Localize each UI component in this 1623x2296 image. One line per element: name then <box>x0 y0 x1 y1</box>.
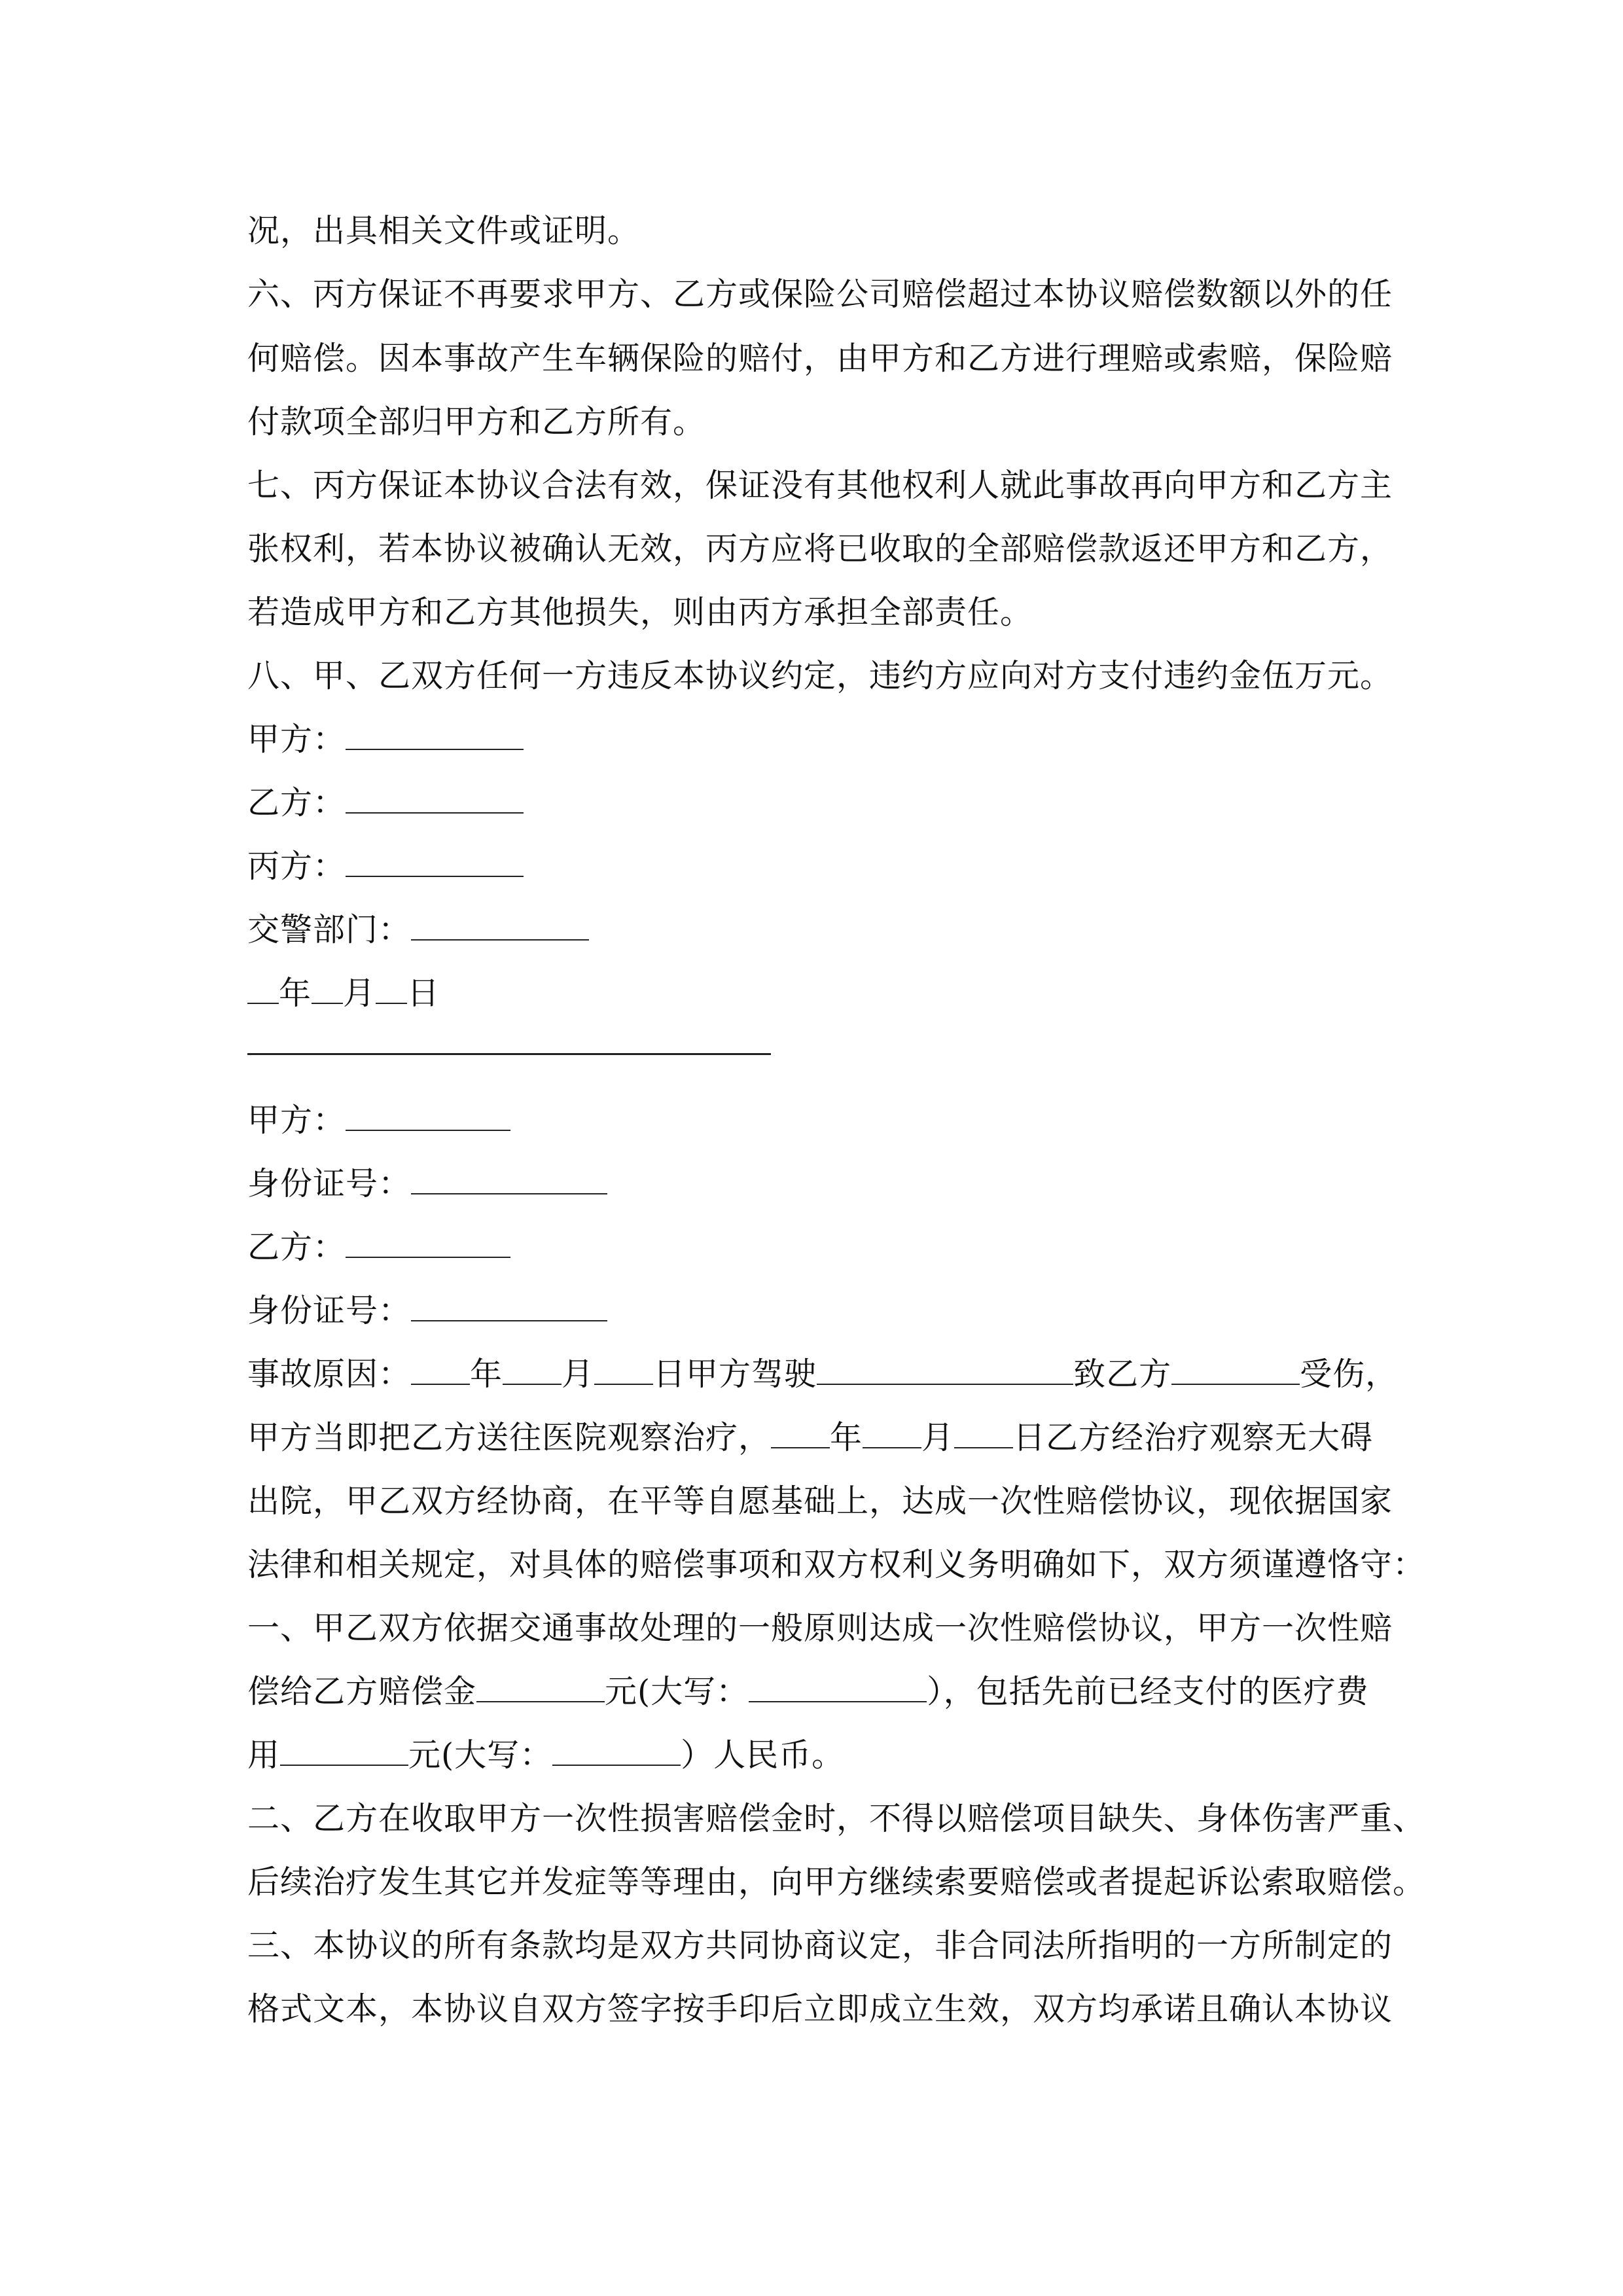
hospital-text: 甲方当即把乙方送往医院观察治疗， <box>247 1419 772 1456</box>
date-year-label: 年 <box>279 975 312 1012</box>
cause-day-field[interactable] <box>594 1357 653 1385</box>
cause-injured-label: 受伤， <box>1300 1355 1399 1393</box>
cause-label: 事故原因： <box>247 1355 412 1393</box>
clause-6-line-3: 付款项全部归甲方和乙方所有。 <box>247 403 706 440</box>
medical-fee-label: 用 <box>247 1736 281 1774</box>
id-b-row <box>247 1291 607 1331</box>
hospital-year-field[interactable] <box>771 1421 830 1448</box>
clause-3-line-1: 三、本协议的所有条款均是双方共同协商议定，非合同法所指明的一方所制定的 <box>247 1927 1393 1964</box>
date-day-label: 日 <box>407 975 440 1012</box>
currency-text: ）人民币。 <box>681 1736 845 1774</box>
vehicle-field[interactable] <box>817 1357 1073 1385</box>
id-a-row <box>247 1164 607 1204</box>
clause-7-line-3: 若造成甲方和乙方其他损失，则由丙方承担全部责任。 <box>247 594 1033 631</box>
id-b-field[interactable] <box>411 1294 607 1321</box>
id-a-label: 身份证号： <box>247 1165 412 1202</box>
sign-party-a-label: 甲方： <box>247 721 346 758</box>
medical-fee-caps-label: 元(大写： <box>408 1736 553 1774</box>
sign-party-b-field[interactable] <box>346 786 524 814</box>
hospital-month-field[interactable] <box>863 1421 921 1448</box>
hospital-result-text: 日乙方经治疗观察无大碍 <box>1013 1419 1374 1456</box>
second-party-b-field[interactable] <box>346 1230 510 1258</box>
clause-7-line-1: 七、丙方保证本协议合法有效，保证没有其他权利人就此事故再向甲方和乙方主 <box>247 467 1393 504</box>
id-b-label: 身份证号： <box>247 1292 412 1329</box>
second-party-a-row <box>247 1101 510 1140</box>
date-month-field[interactable] <box>312 977 343 1004</box>
medical-fee-text: ），包括先前已经支付的医疗费 <box>927 1673 1369 1710</box>
clause-1-line-3 <box>247 1736 844 1775</box>
date-day-field[interactable] <box>376 977 407 1004</box>
clause-7-line-2: 张权利，若本协议被确认无效，丙方应将已收取的全部赔偿款返还甲方和乙方， <box>247 530 1393 567</box>
clause-6-line-1: 六、丙方保证不再要求甲方、乙方或保险公司赔偿超过本协议赔偿数额以外的任 <box>247 276 1393 313</box>
cause-injury-label: 致乙方 <box>1073 1355 1172 1393</box>
sign-date-row <box>247 974 440 1013</box>
sign-police-row <box>247 910 589 950</box>
sign-party-b-row <box>247 783 524 823</box>
sign-party-c-row <box>247 847 524 886</box>
clause-3-line-2: 格式文本，本协议自双方签字按手印后立即成立生效，双方均承诺且确认本协议 <box>247 1990 1393 2028</box>
cause-line-2 <box>247 1418 1373 1458</box>
section-divider <box>247 1053 771 1055</box>
clause-2-line-1: 二、乙方在收取甲方一次性损害赔偿金时，不得以赔偿项目缺失、身体伤害严重、 <box>247 1800 1426 1837</box>
sign-police-label: 交警部门： <box>247 911 412 948</box>
clause-1-line-2 <box>247 1672 1369 1712</box>
hospital-month-label: 月 <box>921 1419 955 1456</box>
medical-fee-amount-field[interactable] <box>280 1738 408 1766</box>
clause-1-line-1: 一、甲乙双方依据交通事故处理的一般原则达成一次性赔偿协议，甲方一次性赔 <box>247 1609 1393 1647</box>
date-year-field[interactable] <box>247 977 279 1004</box>
sign-party-c-label: 丙方： <box>247 848 346 885</box>
date-month-label: 月 <box>343 975 376 1012</box>
cause-line-1 <box>247 1355 1398 1394</box>
injury-field[interactable] <box>1171 1357 1300 1385</box>
sign-party-b-label: 乙方： <box>247 784 346 821</box>
clause-6-line-2: 何赔偿。因本事故产生车辆保险的赔付，由甲方和乙方进行理赔或索赔，保险赔 <box>247 340 1393 377</box>
id-a-field[interactable] <box>411 1167 607 1194</box>
compensation-amount-field[interactable] <box>476 1675 605 1702</box>
second-party-a-label: 甲方： <box>247 1102 346 1139</box>
cause-month-label: 月 <box>562 1355 595 1393</box>
cause-line-4: 法律和相关规定，对具体的赔偿事项和双方权利义务明确如下，双方须谨遵恪守： <box>247 1546 1426 1583</box>
sign-party-a-field[interactable] <box>346 723 524 750</box>
compensation-caps-label: 元(大写： <box>605 1673 749 1710</box>
hospital-day-field[interactable] <box>954 1421 1013 1448</box>
sign-police-field[interactable] <box>411 913 589 941</box>
second-party-b-row <box>247 1228 510 1267</box>
compensation-label: 偿给乙方赔偿金 <box>247 1673 477 1710</box>
sign-party-a-row <box>247 720 524 759</box>
cause-year-label: 年 <box>470 1355 503 1393</box>
cause-year-field[interactable] <box>411 1357 470 1385</box>
paragraph-line: 况，出具相关文件或证明。 <box>247 212 641 249</box>
cause-driving-label: 日甲方驾驶 <box>653 1355 817 1393</box>
cause-line-3: 出院，甲乙双方经协商，在平等自愿基础上，达成一次性赔偿协议，现依据国家 <box>247 1482 1393 1520</box>
compensation-caps-field[interactable] <box>749 1675 927 1702</box>
sign-party-c-field[interactable] <box>346 850 524 877</box>
cause-month-field[interactable] <box>503 1357 562 1385</box>
medical-fee-caps-field[interactable] <box>552 1738 681 1766</box>
second-party-b-label: 乙方： <box>247 1229 346 1266</box>
second-party-a-field[interactable] <box>346 1103 510 1131</box>
hospital-year-label: 年 <box>830 1419 863 1456</box>
clause-2-line-2: 后续治疗发生其它并发症等等理由，向甲方继续索要赔偿或者提起诉讼索取赔偿。 <box>247 1863 1426 1901</box>
clause-8: 八、甲、乙双方任何一方违反本协议约定，违约方应向对方支付违约金伍万元。 <box>247 657 1393 694</box>
